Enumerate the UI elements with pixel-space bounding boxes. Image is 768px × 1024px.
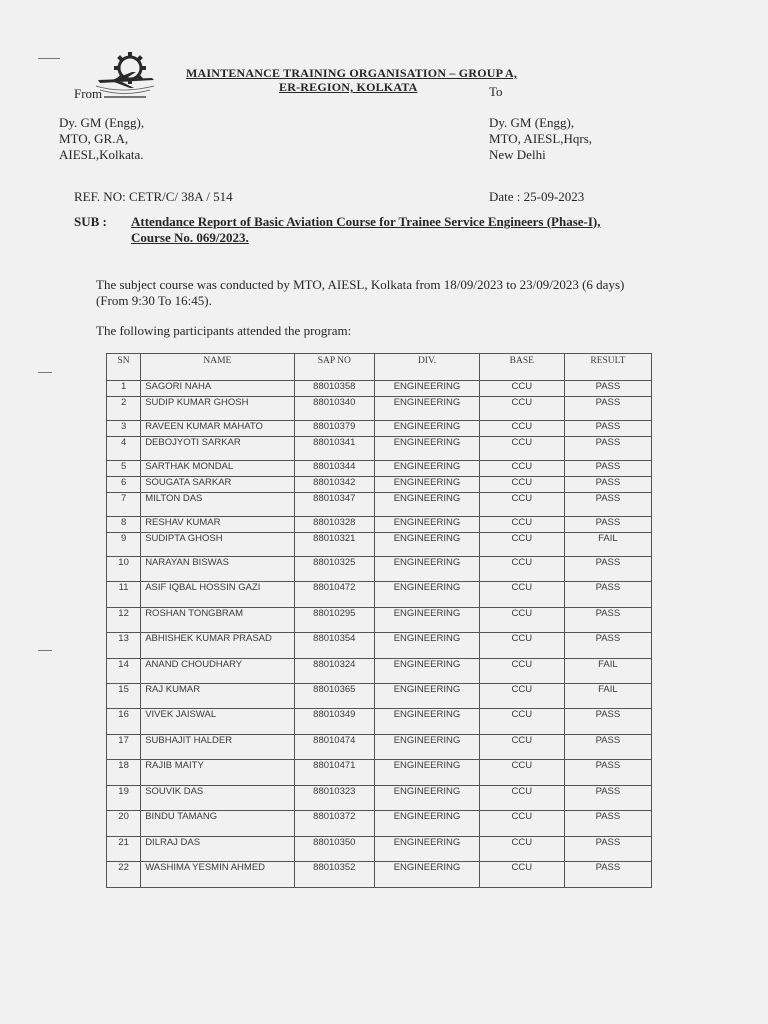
- cell-result: FAIL: [564, 659, 651, 684]
- cell-result: FAIL: [564, 533, 651, 557]
- cell-base: CCU: [479, 633, 564, 659]
- cell-div: ENGINEERING: [375, 837, 480, 862]
- column-header-div: DIV.: [375, 354, 480, 381]
- cell-base: CCU: [479, 862, 564, 888]
- from-address-line: AIESL,Kolkata.: [59, 147, 144, 162]
- subject-line-2: Course No. 069/2023.: [131, 230, 249, 245]
- subject-label: SUB :: [74, 214, 107, 229]
- cell-sap-no: 88010344: [294, 461, 375, 477]
- cell-base: CCU: [479, 557, 564, 582]
- table-row: [107, 760, 652, 786]
- cell-div: ENGINEERING: [375, 557, 480, 582]
- cell-name: MILTON DAS: [141, 493, 294, 517]
- table-row: [107, 381, 652, 397]
- to-address-line: MTO, AIESL,Hqrs,: [489, 131, 593, 146]
- to-address: [489, 115, 592, 163]
- cell-sap-no: 88010358: [294, 381, 375, 397]
- table-row: [107, 709, 652, 735]
- cell-sn: 22: [107, 862, 141, 888]
- course-conducted-paragraph: The subject course was conducted by MTO, AIESL, Kolkata from 18/09/2023 to 23/09/2023 (6 days) (From 9:30 To 16:45).: [96, 277, 625, 308]
- table-row: [107, 633, 652, 659]
- cell-name: SUDIP KUMAR GHOSH: [141, 397, 294, 421]
- cell-div: ENGINEERING: [375, 493, 480, 517]
- cell-sn: 20: [107, 811, 141, 837]
- cell-div: ENGINEERING: [375, 760, 480, 786]
- cell-sn: 21: [107, 837, 141, 862]
- cell-result: PASS: [564, 837, 651, 862]
- table-row: [107, 582, 652, 608]
- cell-sn: 15: [107, 684, 141, 709]
- to-address-line: New Delhi: [489, 147, 546, 162]
- cell-base: CCU: [479, 659, 564, 684]
- cell-result: PASS: [564, 811, 651, 837]
- cell-base: CCU: [479, 608, 564, 633]
- cell-name: SAGORI NAHA: [141, 381, 294, 397]
- table-row: [107, 461, 652, 477]
- cell-name: WASHIMA YESMIN AHMED: [141, 862, 294, 888]
- reference-number: REF. NO: CETR/C/ 38A / 514: [74, 189, 233, 204]
- table-row: [107, 517, 652, 533]
- organisation-region: ER-REGION, KOLKATA: [279, 80, 418, 94]
- cell-sap-no: 88010349: [294, 709, 375, 735]
- cell-result: PASS: [564, 477, 651, 493]
- cell-name: RAJ KUMAR: [141, 684, 294, 709]
- cell-name: SUBHAJIT HALDER: [141, 735, 294, 760]
- table-row: [107, 684, 652, 709]
- letter-date: Date : 25-09-2023: [489, 189, 585, 204]
- cell-div: ENGINEERING: [375, 381, 480, 397]
- cell-sap-no: 88010321: [294, 533, 375, 557]
- cell-name: NARAYAN BISWAS: [141, 557, 294, 582]
- organisation-title: MAINTENANCE TRAINING ORGANISATION – GROUP A,: [186, 66, 518, 80]
- subject-line-1: Attendance Report of Basic Aviation Course for Trainee Service Engineers (Phase-I),: [131, 214, 601, 229]
- cell-sn: 16: [107, 709, 141, 735]
- table-row: [107, 437, 652, 461]
- column-header-base: BASE: [479, 354, 564, 381]
- column-header-sap-no: SAP NO: [294, 354, 375, 381]
- attendance-table: [106, 353, 652, 888]
- cell-div: ENGINEERING: [375, 659, 480, 684]
- cell-sap-no: 88010350: [294, 837, 375, 862]
- cell-sn: 7: [107, 493, 141, 517]
- cell-div: ENGINEERING: [375, 437, 480, 461]
- table-row: [107, 477, 652, 493]
- cell-result: PASS: [564, 461, 651, 477]
- margin-mark: [38, 650, 52, 651]
- cell-sap-no: 88010471: [294, 760, 375, 786]
- cell-name: VIVEK JAISWAL: [141, 709, 294, 735]
- cell-base: CCU: [479, 397, 564, 421]
- cell-result: PASS: [564, 557, 651, 582]
- cell-base: CCU: [479, 684, 564, 709]
- cell-base: CCU: [479, 760, 564, 786]
- cell-div: ENGINEERING: [375, 862, 480, 888]
- cell-div: ENGINEERING: [375, 735, 480, 760]
- cell-name: RAVEEN KUMAR MAHATO: [141, 421, 294, 437]
- cell-sap-no: 88010352: [294, 862, 375, 888]
- cell-name: DEBOJYOTI SARKAR: [141, 437, 294, 461]
- column-header-name: NAME: [141, 354, 294, 381]
- table-row: [107, 533, 652, 557]
- cell-sap-no: 88010354: [294, 633, 375, 659]
- cell-sn: 17: [107, 735, 141, 760]
- cell-result: PASS: [564, 421, 651, 437]
- cell-sn: 6: [107, 477, 141, 493]
- cell-div: ENGINEERING: [375, 533, 480, 557]
- cell-base: CCU: [479, 493, 564, 517]
- cell-sap-no: 88010372: [294, 811, 375, 837]
- cell-result: PASS: [564, 633, 651, 659]
- from-address: [59, 115, 144, 163]
- cell-result: PASS: [564, 735, 651, 760]
- cell-div: ENGINEERING: [375, 709, 480, 735]
- subject-text: [131, 214, 671, 246]
- cell-sap-no: 88010365: [294, 684, 375, 709]
- cell-base: CCU: [479, 421, 564, 437]
- cell-name: RAJIB MAITY: [141, 760, 294, 786]
- cell-base: CCU: [479, 381, 564, 397]
- cell-base: CCU: [479, 709, 564, 735]
- cell-sap-no: 88010347: [294, 493, 375, 517]
- column-header-result: RESULT: [564, 354, 651, 381]
- cell-base: CCU: [479, 786, 564, 811]
- cell-sn: 2: [107, 397, 141, 421]
- cell-name: SARTHAK MONDAL: [141, 461, 294, 477]
- cell-sn: 3: [107, 421, 141, 437]
- cell-div: ENGINEERING: [375, 461, 480, 477]
- cell-div: ENGINEERING: [375, 633, 480, 659]
- cell-sap-no: 88010325: [294, 557, 375, 582]
- cell-sn: 18: [107, 760, 141, 786]
- cell-div: ENGINEERING: [375, 684, 480, 709]
- margin-mark: [38, 58, 60, 59]
- cell-name: BINDU TAMANG: [141, 811, 294, 837]
- table-row: [107, 837, 652, 862]
- cell-sn: 12: [107, 608, 141, 633]
- column-header-sn: SN: [107, 354, 141, 381]
- table-row: [107, 493, 652, 517]
- table-row: [107, 659, 652, 684]
- table-row: [107, 421, 652, 437]
- cell-sap-no: 88010342: [294, 477, 375, 493]
- table-row: [107, 608, 652, 633]
- cell-name: ABHISHEK KUMAR PRASAD: [141, 633, 294, 659]
- cell-base: CCU: [479, 811, 564, 837]
- cell-sn: 11: [107, 582, 141, 608]
- cell-base: CCU: [479, 517, 564, 533]
- cell-name: SOUGATA SARKAR: [141, 477, 294, 493]
- cell-sap-no: 88010324: [294, 659, 375, 684]
- attendance-table-body: [107, 381, 652, 888]
- cell-base: CCU: [479, 461, 564, 477]
- cell-sn: 5: [107, 461, 141, 477]
- cell-sap-no: 88010323: [294, 786, 375, 811]
- to-address-line: Dy. GM (Engg),: [489, 115, 575, 130]
- cell-sn: 1: [107, 381, 141, 397]
- cell-div: ENGINEERING: [375, 477, 480, 493]
- cell-result: PASS: [564, 709, 651, 735]
- to-label: To: [489, 84, 503, 99]
- cell-result: PASS: [564, 381, 651, 397]
- cell-div: ENGINEERING: [375, 421, 480, 437]
- cell-base: CCU: [479, 582, 564, 608]
- table-header-row: [107, 354, 652, 381]
- cell-sn: 9: [107, 533, 141, 557]
- table-row: [107, 735, 652, 760]
- cell-div: ENGINEERING: [375, 397, 480, 421]
- cell-result: PASS: [564, 786, 651, 811]
- cell-sn: 10: [107, 557, 141, 582]
- cell-result: FAIL: [564, 684, 651, 709]
- cell-div: ENGINEERING: [375, 811, 480, 837]
- cell-sap-no: 88010379: [294, 421, 375, 437]
- from-address-line: MTO, GR.A,: [59, 131, 129, 146]
- cell-name: SUDIPTA GHOSH: [141, 533, 294, 557]
- cell-result: PASS: [564, 517, 651, 533]
- table-row: [107, 786, 652, 811]
- cell-name: ANAND CHOUDHARY: [141, 659, 294, 684]
- cell-sn: 13: [107, 633, 141, 659]
- cell-result: PASS: [564, 437, 651, 461]
- cell-div: ENGINEERING: [375, 608, 480, 633]
- table-row: [107, 397, 652, 421]
- cell-sn: 19: [107, 786, 141, 811]
- cell-name: RESHAV KUMAR: [141, 517, 294, 533]
- cell-sap-no: 88010341: [294, 437, 375, 461]
- from-label: From: [74, 86, 103, 101]
- margin-mark: [38, 372, 52, 373]
- table-row: [107, 811, 652, 837]
- cell-sap-no: 88010472: [294, 582, 375, 608]
- cell-result: PASS: [564, 760, 651, 786]
- cell-name: SOUVIK DAS: [141, 786, 294, 811]
- cell-result: PASS: [564, 397, 651, 421]
- cell-base: CCU: [479, 437, 564, 461]
- cell-result: PASS: [564, 582, 651, 608]
- cell-result: PASS: [564, 493, 651, 517]
- cell-div: ENGINEERING: [375, 786, 480, 811]
- cell-sap-no: 88010295: [294, 608, 375, 633]
- cell-result: PASS: [564, 608, 651, 633]
- cell-base: CCU: [479, 837, 564, 862]
- table-row: [107, 557, 652, 582]
- cell-div: ENGINEERING: [375, 582, 480, 608]
- cell-base: CCU: [479, 477, 564, 493]
- cell-base: CCU: [479, 533, 564, 557]
- cell-base: CCU: [479, 735, 564, 760]
- cell-sap-no: 88010340: [294, 397, 375, 421]
- cell-result: PASS: [564, 862, 651, 888]
- participants-intro-paragraph: The following participants attended the program:: [96, 323, 352, 338]
- cell-div: ENGINEERING: [375, 517, 480, 533]
- cell-sn: 4: [107, 437, 141, 461]
- table-row: [107, 862, 652, 888]
- cell-sap-no: 88010474: [294, 735, 375, 760]
- cell-sn: 14: [107, 659, 141, 684]
- from-address-line: Dy. GM (Engg),: [59, 115, 145, 130]
- cell-name: ROSHAN TONGBRAM: [141, 608, 294, 633]
- cell-name: DILRAJ DAS: [141, 837, 294, 862]
- cell-name: ASIF IQBAL HOSSIN GAZI: [141, 582, 294, 608]
- cell-sap-no: 88010328: [294, 517, 375, 533]
- cell-sn: 8: [107, 517, 141, 533]
